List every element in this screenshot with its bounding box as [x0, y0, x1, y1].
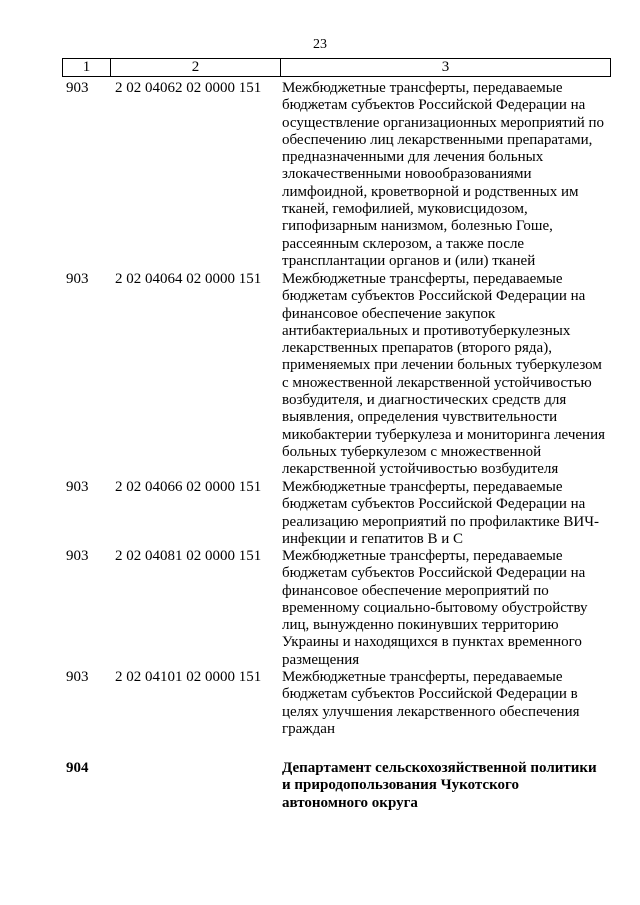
- description-line: временному социально-бытовому обустройству: [282, 599, 588, 616]
- description: [282, 80, 614, 270]
- header-col-1: 1: [63, 59, 111, 76]
- header-col-2: 2: [111, 59, 281, 76]
- description-line: реализацию мероприятий по профилактике ВИЧ-: [282, 513, 599, 530]
- description-line: Межбюджетные трансферты, передаваемые: [282, 548, 563, 564]
- description-line: злокачественными новообразованиями: [282, 166, 532, 183]
- header-col-3: 3: [441, 59, 450, 75]
- admin-code: 903: [66, 479, 89, 495]
- description-line: выявления, определения чувствительности: [282, 409, 558, 426]
- description-line: антибактериальных и противотуберкулезных: [282, 322, 571, 339]
- budget-code: 2 02 04066 02 0000 151: [115, 479, 262, 495]
- description-line: осуществление организационных мероприятий по: [282, 114, 604, 131]
- table-header: [62, 58, 611, 77]
- description-line: лекарственных препаратов (второго ряда),: [282, 340, 552, 357]
- description-line: возбудителя, и диагностических средств для: [282, 392, 567, 409]
- admin-code: 903: [66, 669, 89, 685]
- description-line: Межбюджетные трансферты, передаваемые: [282, 271, 563, 287]
- admin-code: 903: [66, 80, 89, 96]
- section-title-line: Департамент сельскохозяйственной политики: [282, 760, 597, 776]
- description-line: граждан: [282, 720, 335, 737]
- description-line: Межбюджетные трансферты, передаваемые: [282, 80, 563, 96]
- description-line: инфекции и гепатитов B и C: [282, 530, 464, 547]
- description-line: финансовое обеспечение мероприятий по: [282, 582, 549, 599]
- admin-code: 903: [66, 548, 89, 564]
- page-number: 23: [313, 37, 327, 52]
- description-line: финансовое обеспечение закупок: [282, 305, 496, 322]
- section-title-line: автономного округа: [282, 794, 418, 811]
- description-line: тканей, гемофилией, муковисцидозом,: [282, 201, 528, 218]
- description-line: лекарственной устойчивостью возбудителя: [282, 461, 559, 478]
- description-line: гипофизарным нанизмом, болезнью Гоше,: [282, 218, 553, 235]
- description-line: с множественной лекарственной устойчивостью: [282, 374, 592, 391]
- budget-code: 2 02 04081 02 0000 151: [115, 548, 262, 564]
- budget-code: 2 02 04101 02 0000 151: [115, 669, 262, 685]
- budget-code: 2 02 04064 02 0000 151: [115, 271, 262, 287]
- description-line: рассеянным склерозом, а также после: [282, 235, 525, 252]
- description-line: Межбюджетные трансферты, передаваемые: [282, 669, 563, 685]
- section-admin-code: 904: [66, 760, 89, 776]
- description: [282, 669, 614, 738]
- section-title: [282, 760, 614, 812]
- description-line: лиц, вынужденно покинувших территорию: [282, 617, 559, 634]
- description-line: обеспечению лиц лекарственными препаратами,: [282, 131, 593, 148]
- admin-code: 903: [66, 271, 89, 287]
- description-line: Украины и находящихся в пунктах временного: [282, 634, 582, 651]
- description-line: Межбюджетные трансферты, передаваемые: [282, 479, 563, 495]
- description: [282, 548, 614, 669]
- description-line: применяемых при лечении больных туберкулезом: [282, 357, 602, 374]
- description-line: бюджетам субъектов Российской Федерации на: [282, 97, 586, 114]
- description-line: бюджетам субъектов Российской Федерации на: [282, 496, 586, 513]
- section-title-line: и природопользования Чукотского: [282, 777, 519, 794]
- description-line: размещения: [282, 651, 360, 668]
- description: [282, 479, 614, 548]
- description-line: бюджетам субъектов Российской Федерации в: [282, 686, 578, 703]
- description-line: бюджетам субъектов Российской Федерации на: [282, 288, 586, 305]
- description-line: бюджетам субъектов Российской Федерации на: [282, 565, 586, 582]
- description-line: микобактерии туберкулеза и мониторинга лечения: [282, 426, 605, 443]
- budget-code: 2 02 04062 02 0000 151: [115, 80, 262, 96]
- description-line: лимфоидной, кроветворной и родственных им: [282, 183, 579, 200]
- description: [282, 271, 614, 479]
- description-line: предназначенными для лечения больных: [282, 149, 544, 166]
- description-line: целях улучшения лекарственного обеспечения: [282, 703, 580, 720]
- description-line: больных туберкулезом с множественной: [282, 443, 542, 460]
- description-line: трансплантации органов и (или) тканей: [282, 252, 536, 269]
